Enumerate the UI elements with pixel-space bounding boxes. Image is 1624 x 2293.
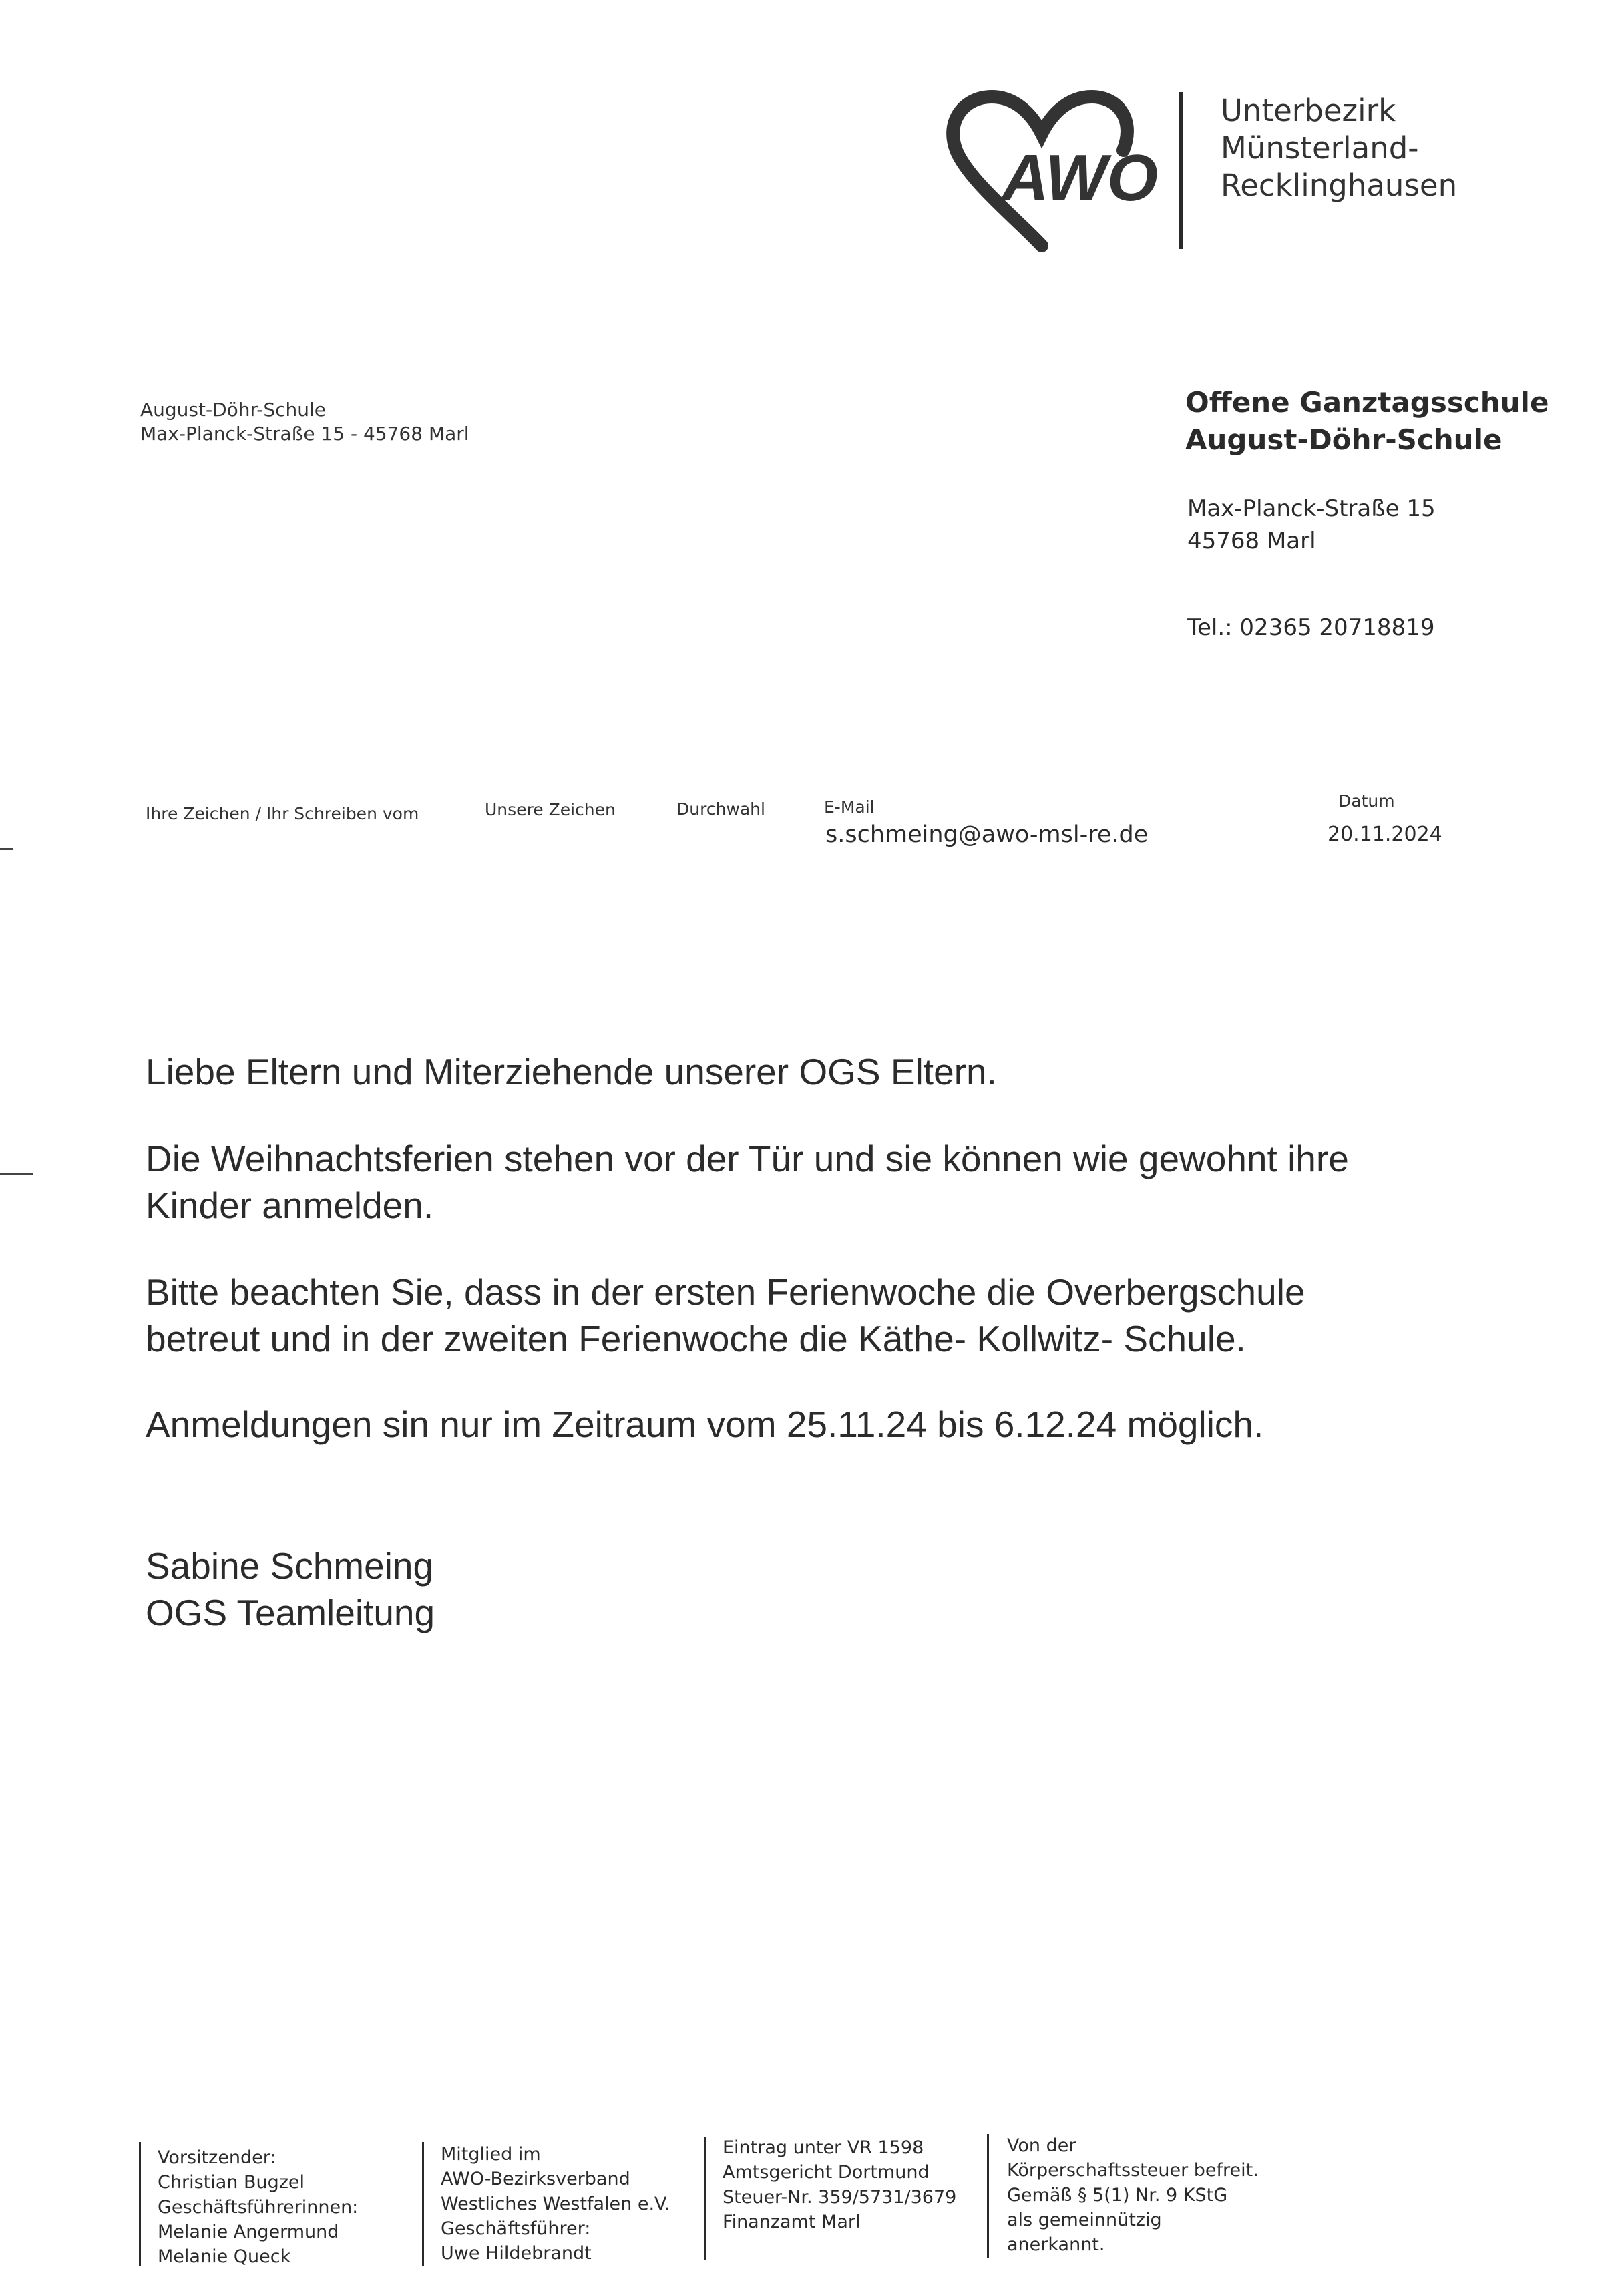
institution-name-line: August-Döhr-Schule xyxy=(1185,423,1502,456)
email-label: E-Mail xyxy=(824,797,875,817)
sender-return-address xyxy=(140,398,469,446)
footer-membership xyxy=(441,2142,670,2266)
footer-line: Christian Bugzel xyxy=(158,2172,305,2193)
paragraph-line: betreut und in der zweiten Ferienwoche die Käthe- Kollwitz- Schule. xyxy=(146,1318,1246,1360)
footer-divider xyxy=(704,2137,706,2260)
address-street: Max-Planck-Straße 15 xyxy=(1187,495,1436,522)
footer-tax-status xyxy=(1007,2133,1259,2257)
institution-name xyxy=(1185,384,1549,459)
logo-text: AWO xyxy=(1002,141,1159,214)
paragraph-line: Bitte beachten Sie, dass in der ersten Ferienwoche die Overbergschule xyxy=(146,1271,1305,1313)
institution-phone: Tel.: 02365 20718819 xyxy=(1187,614,1435,641)
footer-line: Eintrag unter VR 1598 xyxy=(723,2137,924,2158)
paragraph-line: Kinder anmelden. xyxy=(146,1185,434,1226)
footer-divider xyxy=(139,2142,141,2266)
punch-mark xyxy=(0,1173,33,1175)
letter-greeting: Liebe Eltern und Miterziehende unserer OGS Eltern. xyxy=(146,1051,997,1092)
footer-line: Geschäftsführer: xyxy=(441,2218,591,2239)
awo-logo xyxy=(942,87,1162,254)
heart-outline-icon xyxy=(942,87,1162,254)
sender-line: Max-Planck-Straße 15 - 45768 Marl xyxy=(140,423,469,445)
org-line: Münsterland- xyxy=(1221,130,1419,166)
letter-paragraph xyxy=(146,1269,1481,1362)
footer-line: Vorsitzender: xyxy=(158,2147,276,2168)
footer-line: Geschäftsführerinnen: xyxy=(158,2197,359,2218)
signature-name: Sabine Schmeing xyxy=(146,1545,434,1587)
footer-line: Melanie Queck xyxy=(158,2246,291,2267)
footer-line: Von der xyxy=(1007,2135,1076,2156)
footer-line: Gemäß § 5(1) Nr. 9 KStG xyxy=(1007,2185,1228,2206)
signature-block xyxy=(146,1542,1481,1636)
letter-paragraph xyxy=(146,1135,1481,1229)
logo-divider xyxy=(1179,92,1183,249)
our-reference-label: Unsere Zeichen xyxy=(485,800,616,819)
direct-dial-label: Durchwahl xyxy=(676,799,765,819)
footer-registry xyxy=(723,2135,956,2234)
footer-divider xyxy=(422,2142,424,2266)
email-address: s.schmeing@awo-msl-re.de xyxy=(825,821,1149,848)
footer-line: Amtsgericht Dortmund xyxy=(723,2162,930,2183)
footer-board xyxy=(158,2145,358,2269)
org-line: Recklinghausen xyxy=(1221,168,1458,203)
footer-divider xyxy=(987,2134,989,2258)
sender-line: August-Döhr-Schule xyxy=(140,399,327,421)
your-reference-label: Ihre Zeichen / Ihr Schreiben vom xyxy=(146,804,419,823)
footer-line: Westliches Westfalen e.V. xyxy=(441,2194,670,2214)
letter-date: 20.11.2024 xyxy=(1328,823,1442,846)
footer-line: Steuer-Nr. 359/5731/3679 xyxy=(723,2187,957,2208)
org-name xyxy=(1221,92,1457,204)
footer-line: Körperschaftssteuer befreit. xyxy=(1007,2160,1259,2181)
fold-mark xyxy=(0,848,13,850)
paragraph-line: Anmeldungen sin nur im Zeitraum vom 25.11.24 bis 6.12.24 möglich. xyxy=(146,1404,1264,1445)
footer-line: Uwe Hildebrandt xyxy=(441,2243,592,2264)
institution-address xyxy=(1187,493,1436,557)
address-city: 45768 Marl xyxy=(1187,528,1316,554)
institution-name-line: Offene Ganztagsschule xyxy=(1185,386,1549,419)
footer-line: anerkannt. xyxy=(1007,2234,1105,2255)
letter-paragraph xyxy=(146,1401,1481,1448)
letter-body xyxy=(146,1048,1481,1095)
org-line: Unterbezirk xyxy=(1221,93,1396,128)
footer-line: als gemeinnützig xyxy=(1007,2210,1162,2230)
footer-line: AWO-Bezirksverband xyxy=(441,2169,630,2190)
footer-line: Mitglied im xyxy=(441,2144,541,2165)
date-label: Datum xyxy=(1338,791,1395,811)
footer-line: Melanie Angermund xyxy=(158,2222,339,2242)
paragraph-line: Die Weihnachtsferien stehen vor der Tür und sie können wie gewohnt ihre xyxy=(146,1138,1349,1179)
footer-line: Finanzamt Marl xyxy=(723,2212,861,2232)
signature-title: OGS Teamleitung xyxy=(146,1592,435,1633)
